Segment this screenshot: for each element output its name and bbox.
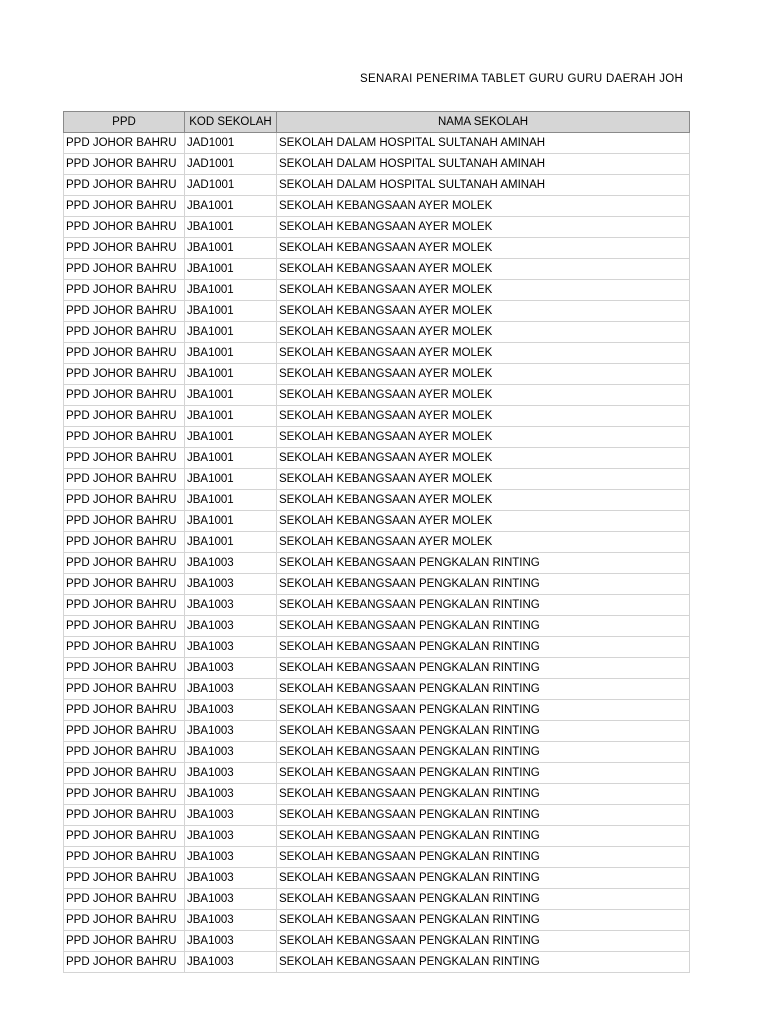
header-row [64,112,690,133]
cell-nama-sekolah: SEKOLAH KEBANGSAAN AYER MOLEK [277,406,690,427]
cell-kod-sekolah: JBA1001 [185,238,277,259]
cell-kod-sekolah: JBA1001 [185,511,277,532]
cell-nama-sekolah: SEKOLAH KEBANGSAAN PENGKALAN RINTING [277,700,690,721]
cell-nama-sekolah: SEKOLAH KEBANGSAAN PENGKALAN RINTING [277,721,690,742]
table-row [64,805,690,826]
cell-ppd: PPD JOHOR BAHRU [64,826,185,847]
cell-ppd: PPD JOHOR BAHRU [64,721,185,742]
table-row [64,595,690,616]
table-row [64,847,690,868]
cell-nama-sekolah: SEKOLAH KEBANGSAAN PENGKALAN RINTING [277,910,690,931]
header-nama-sekolah: NAMA SEKOLAH [277,112,690,133]
table-row [64,406,690,427]
cell-kod-sekolah: JBA1003 [185,868,277,889]
cell-kod-sekolah: JBA1003 [185,784,277,805]
cell-nama-sekolah: SEKOLAH DALAM HOSPITAL SULTANAH AMINAH [277,154,690,175]
cell-kod-sekolah: JBA1001 [185,469,277,490]
cell-nama-sekolah: SEKOLAH KEBANGSAAN AYER MOLEK [277,490,690,511]
cell-nama-sekolah: SEKOLAH KEBANGSAAN PENGKALAN RINTING [277,868,690,889]
cell-ppd: PPD JOHOR BAHRU [64,658,185,679]
cell-kod-sekolah: JBA1003 [185,826,277,847]
table-row [64,154,690,175]
header-kod-sekolah: KOD SEKOLAH [185,112,277,133]
cell-kod-sekolah: JBA1001 [185,406,277,427]
cell-kod-sekolah: JBA1001 [185,385,277,406]
cell-kod-sekolah: JBA1001 [185,301,277,322]
table-row [64,532,690,553]
table-row [64,280,690,301]
cell-nama-sekolah: SEKOLAH KEBANGSAAN AYER MOLEK [277,511,690,532]
cell-nama-sekolah: SEKOLAH DALAM HOSPITAL SULTANAH AMINAH [277,133,690,154]
cell-ppd: PPD JOHOR BAHRU [64,154,185,175]
cell-ppd: PPD JOHOR BAHRU [64,448,185,469]
cell-nama-sekolah: SEKOLAH KEBANGSAAN AYER MOLEK [277,427,690,448]
table-row [64,910,690,931]
cell-kod-sekolah: JBA1003 [185,658,277,679]
cell-ppd: PPD JOHOR BAHRU [64,700,185,721]
table-row [64,952,690,973]
table-row [64,742,690,763]
cell-ppd: PPD JOHOR BAHRU [64,616,185,637]
table-row [64,427,690,448]
cell-nama-sekolah: SEKOLAH KEBANGSAAN AYER MOLEK [277,280,690,301]
table-row [64,490,690,511]
recipient-table [63,111,690,973]
cell-nama-sekolah: SEKOLAH KEBANGSAAN AYER MOLEK [277,259,690,280]
cell-nama-sekolah: SEKOLAH KEBANGSAAN PENGKALAN RINTING [277,763,690,784]
table-row [64,574,690,595]
table-row [64,931,690,952]
cell-kod-sekolah: JBA1001 [185,259,277,280]
cell-ppd: PPD JOHOR BAHRU [64,175,185,196]
table-row [64,469,690,490]
table-row [64,238,690,259]
cell-ppd: PPD JOHOR BAHRU [64,742,185,763]
table-row [64,826,690,847]
table-row [64,511,690,532]
cell-ppd: PPD JOHOR BAHRU [64,238,185,259]
cell-kod-sekolah: JBA1003 [185,700,277,721]
table-row [64,217,690,238]
table-header [64,112,690,133]
cell-kod-sekolah: JBA1001 [185,364,277,385]
cell-ppd: PPD JOHOR BAHRU [64,385,185,406]
cell-kod-sekolah: JBA1001 [185,280,277,301]
table-row [64,616,690,637]
cell-nama-sekolah: SEKOLAH KEBANGSAAN PENGKALAN RINTING [277,742,690,763]
cell-kod-sekolah: JBA1001 [185,217,277,238]
cell-ppd: PPD JOHOR BAHRU [64,364,185,385]
cell-nama-sekolah: SEKOLAH KEBANGSAAN AYER MOLEK [277,301,690,322]
cell-ppd: PPD JOHOR BAHRU [64,889,185,910]
cell-kod-sekolah: JBA1001 [185,448,277,469]
cell-nama-sekolah: SEKOLAH KEBANGSAAN AYER MOLEK [277,532,690,553]
cell-ppd: PPD JOHOR BAHRU [64,952,185,973]
cell-ppd: PPD JOHOR BAHRU [64,301,185,322]
cell-ppd: PPD JOHOR BAHRU [64,490,185,511]
cell-ppd: PPD JOHOR BAHRU [64,931,185,952]
table-row [64,784,690,805]
document-title: SENARAI PENERIMA TABLET GURU GURU DAERAH JOH [360,73,684,85]
cell-kod-sekolah: JBA1003 [185,637,277,658]
cell-kod-sekolah: JBA1001 [185,196,277,217]
table-row [64,364,690,385]
table-row [64,637,690,658]
cell-ppd: PPD JOHOR BAHRU [64,280,185,301]
cell-nama-sekolah: SEKOLAH KEBANGSAAN PENGKALAN RINTING [277,784,690,805]
cell-ppd: PPD JOHOR BAHRU [64,553,185,574]
cell-ppd: PPD JOHOR BAHRU [64,196,185,217]
cell-nama-sekolah: SEKOLAH KEBANGSAAN PENGKALAN RINTING [277,616,690,637]
cell-ppd: PPD JOHOR BAHRU [64,637,185,658]
table-row [64,175,690,196]
cell-kod-sekolah: JBA1003 [185,952,277,973]
cell-nama-sekolah: SEKOLAH KEBANGSAAN PENGKALAN RINTING [277,952,690,973]
cell-ppd: PPD JOHOR BAHRU [64,217,185,238]
cell-nama-sekolah: SEKOLAH KEBANGSAAN PENGKALAN RINTING [277,595,690,616]
table-row [64,721,690,742]
cell-nama-sekolah: SEKOLAH KEBANGSAAN PENGKALAN RINTING [277,826,690,847]
cell-nama-sekolah: SEKOLAH KEBANGSAAN AYER MOLEK [277,238,690,259]
table-row [64,700,690,721]
cell-kod-sekolah: JAD1001 [185,133,277,154]
cell-ppd: PPD JOHOR BAHRU [64,868,185,889]
cell-nama-sekolah: SEKOLAH KEBANGSAAN AYER MOLEK [277,364,690,385]
table-row [64,679,690,700]
table-body [64,133,690,973]
cell-kod-sekolah: JBA1003 [185,553,277,574]
cell-kod-sekolah: JBA1003 [185,595,277,616]
cell-ppd: PPD JOHOR BAHRU [64,259,185,280]
cell-ppd: PPD JOHOR BAHRU [64,679,185,700]
table-row [64,196,690,217]
cell-kod-sekolah: JAD1001 [185,154,277,175]
cell-kod-sekolah: JAD1001 [185,175,277,196]
cell-ppd: PPD JOHOR BAHRU [64,847,185,868]
cell-kod-sekolah: JBA1003 [185,763,277,784]
cell-ppd: PPD JOHOR BAHRU [64,763,185,784]
table-row [64,322,690,343]
cell-ppd: PPD JOHOR BAHRU [64,805,185,826]
cell-nama-sekolah: SEKOLAH KEBANGSAAN AYER MOLEK [277,448,690,469]
cell-kod-sekolah: JBA1001 [185,490,277,511]
cell-nama-sekolah: SEKOLAH KEBANGSAAN AYER MOLEK [277,385,690,406]
cell-kod-sekolah: JBA1003 [185,574,277,595]
cell-kod-sekolah: JBA1001 [185,322,277,343]
cell-kod-sekolah: JBA1003 [185,616,277,637]
table-row [64,343,690,364]
cell-kod-sekolah: JBA1001 [185,532,277,553]
cell-ppd: PPD JOHOR BAHRU [64,322,185,343]
cell-kod-sekolah: JBA1001 [185,427,277,448]
table-row [64,658,690,679]
table-row [64,889,690,910]
table-row [64,259,690,280]
cell-kod-sekolah: JBA1001 [185,343,277,364]
cell-nama-sekolah: SEKOLAH DALAM HOSPITAL SULTANAH AMINAH [277,175,690,196]
cell-kod-sekolah: JBA1003 [185,742,277,763]
table-row [64,448,690,469]
table-row [64,301,690,322]
cell-ppd: PPD JOHOR BAHRU [64,343,185,364]
cell-kod-sekolah: JBA1003 [185,889,277,910]
cell-nama-sekolah: SEKOLAH KEBANGSAAN PENGKALAN RINTING [277,553,690,574]
cell-nama-sekolah: SEKOLAH KEBANGSAAN PENGKALAN RINTING [277,658,690,679]
cell-nama-sekolah: SEKOLAH KEBANGSAAN AYER MOLEK [277,322,690,343]
cell-ppd: PPD JOHOR BAHRU [64,133,185,154]
cell-kod-sekolah: JBA1003 [185,721,277,742]
cell-nama-sekolah: SEKOLAH KEBANGSAAN AYER MOLEK [277,217,690,238]
cell-ppd: PPD JOHOR BAHRU [64,595,185,616]
cell-kod-sekolah: JBA1003 [185,847,277,868]
table-row [64,553,690,574]
cell-kod-sekolah: JBA1003 [185,805,277,826]
cell-nama-sekolah: SEKOLAH KEBANGSAAN PENGKALAN RINTING [277,679,690,700]
cell-ppd: PPD JOHOR BAHRU [64,532,185,553]
cell-nama-sekolah: SEKOLAH KEBANGSAAN PENGKALAN RINTING [277,847,690,868]
cell-nama-sekolah: SEKOLAH KEBANGSAAN AYER MOLEK [277,196,690,217]
cell-nama-sekolah: SEKOLAH KEBANGSAAN PENGKALAN RINTING [277,805,690,826]
cell-ppd: PPD JOHOR BAHRU [64,511,185,532]
header-ppd: PPD [64,112,185,133]
table-row [64,133,690,154]
table-row [64,868,690,889]
cell-nama-sekolah: SEKOLAH KEBANGSAAN PENGKALAN RINTING [277,889,690,910]
cell-kod-sekolah: JBA1003 [185,931,277,952]
table-row [64,385,690,406]
cell-kod-sekolah: JBA1003 [185,679,277,700]
cell-ppd: PPD JOHOR BAHRU [64,784,185,805]
cell-kod-sekolah: JBA1003 [185,910,277,931]
cell-ppd: PPD JOHOR BAHRU [64,427,185,448]
table-row [64,763,690,784]
cell-nama-sekolah: SEKOLAH KEBANGSAAN PENGKALAN RINTING [277,574,690,595]
cell-ppd: PPD JOHOR BAHRU [64,910,185,931]
cell-ppd: PPD JOHOR BAHRU [64,469,185,490]
cell-ppd: PPD JOHOR BAHRU [64,406,185,427]
cell-nama-sekolah: SEKOLAH KEBANGSAAN PENGKALAN RINTING [277,931,690,952]
cell-ppd: PPD JOHOR BAHRU [64,574,185,595]
cell-nama-sekolah: SEKOLAH KEBANGSAAN AYER MOLEK [277,343,690,364]
cell-nama-sekolah: SEKOLAH KEBANGSAAN AYER MOLEK [277,469,690,490]
cell-nama-sekolah: SEKOLAH KEBANGSAAN PENGKALAN RINTING [277,637,690,658]
